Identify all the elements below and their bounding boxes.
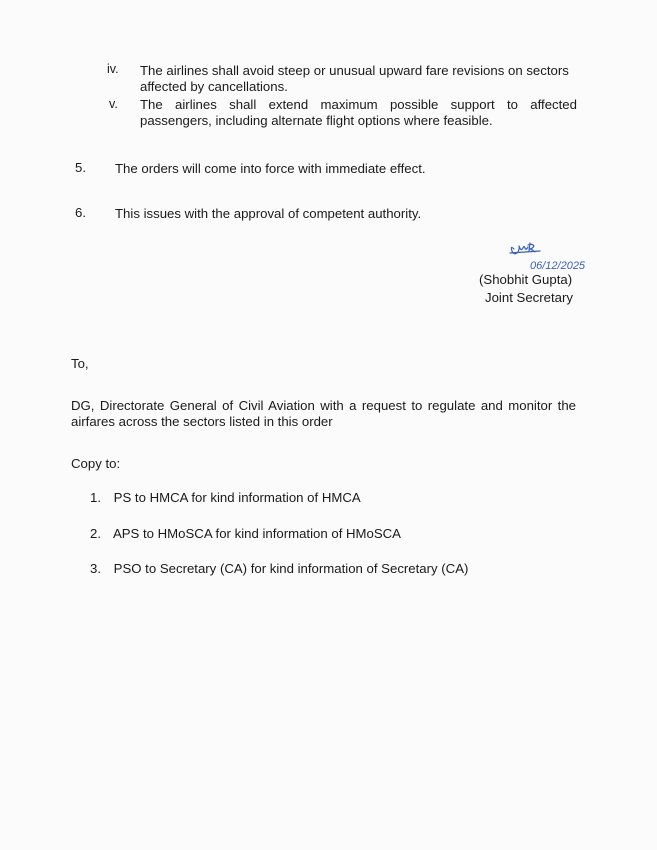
copy-to-item-text: APS to HMoSCA for kind information of HMoSCA [112,526,401,541]
paragraph-number: 5. [75,160,86,175]
sub-item-line: passengers, including alternate flight options where feasible. [140,113,493,128]
to-label: To, [71,356,89,371]
sub-item-line: The airlines shall avoid steep or unusual upward fare revisions on sectors [140,63,569,78]
sub-item-text [140,63,577,95]
copy-to-item [90,526,401,541]
word: maximum [320,97,378,112]
sub-item-line: affected by cancellations. [140,79,288,94]
sub-item-number: v. [109,97,118,111]
word: to [506,97,518,112]
copy-to-item-text: PSO to Secretary (CA) for kind information of Secretary (CA) [113,561,469,576]
signatory-name: (Shobhit Gupta) [479,272,573,287]
copy-to-item-text: PS to HMCA for kind information of HMCA [113,490,361,505]
copy-to-label: Copy to: [71,456,121,471]
copy-to-item-number: 3. [90,561,101,576]
handwritten-signature [500,238,610,274]
paragraph-text: This issues with the approval of competent authority. [115,206,422,221]
copy-to-item [90,561,468,576]
sub-item-text [140,97,577,129]
addressee-line: airfares across the sectors listed in this order [71,414,333,429]
copy-to-item-number: 1. [90,490,101,505]
sub-item-number: iv. [107,62,119,76]
word: The [140,97,163,112]
word: support [450,97,495,112]
paragraph-number: 6. [75,205,86,220]
signatory-designation: Joint Secretary [485,290,573,305]
copy-to-item [90,490,361,505]
word: affected [530,97,577,112]
signature-date: 06/12/2025 [530,260,586,272]
word: shall [229,97,257,112]
paragraph-text: The orders will come into force with immediate effect. [115,161,426,176]
word: airlines [175,97,217,112]
addressee [71,398,576,430]
addressee-line: DG, Directorate General of Civil Aviation with a request to regulate and monitor the [71,398,576,413]
word: possible [389,97,439,112]
word: extend [268,97,309,112]
sub-item-line-justified [140,97,577,113]
copy-to-item-number: 2. [90,526,101,541]
signature-ink [510,243,540,254]
signature-block [470,238,620,308]
